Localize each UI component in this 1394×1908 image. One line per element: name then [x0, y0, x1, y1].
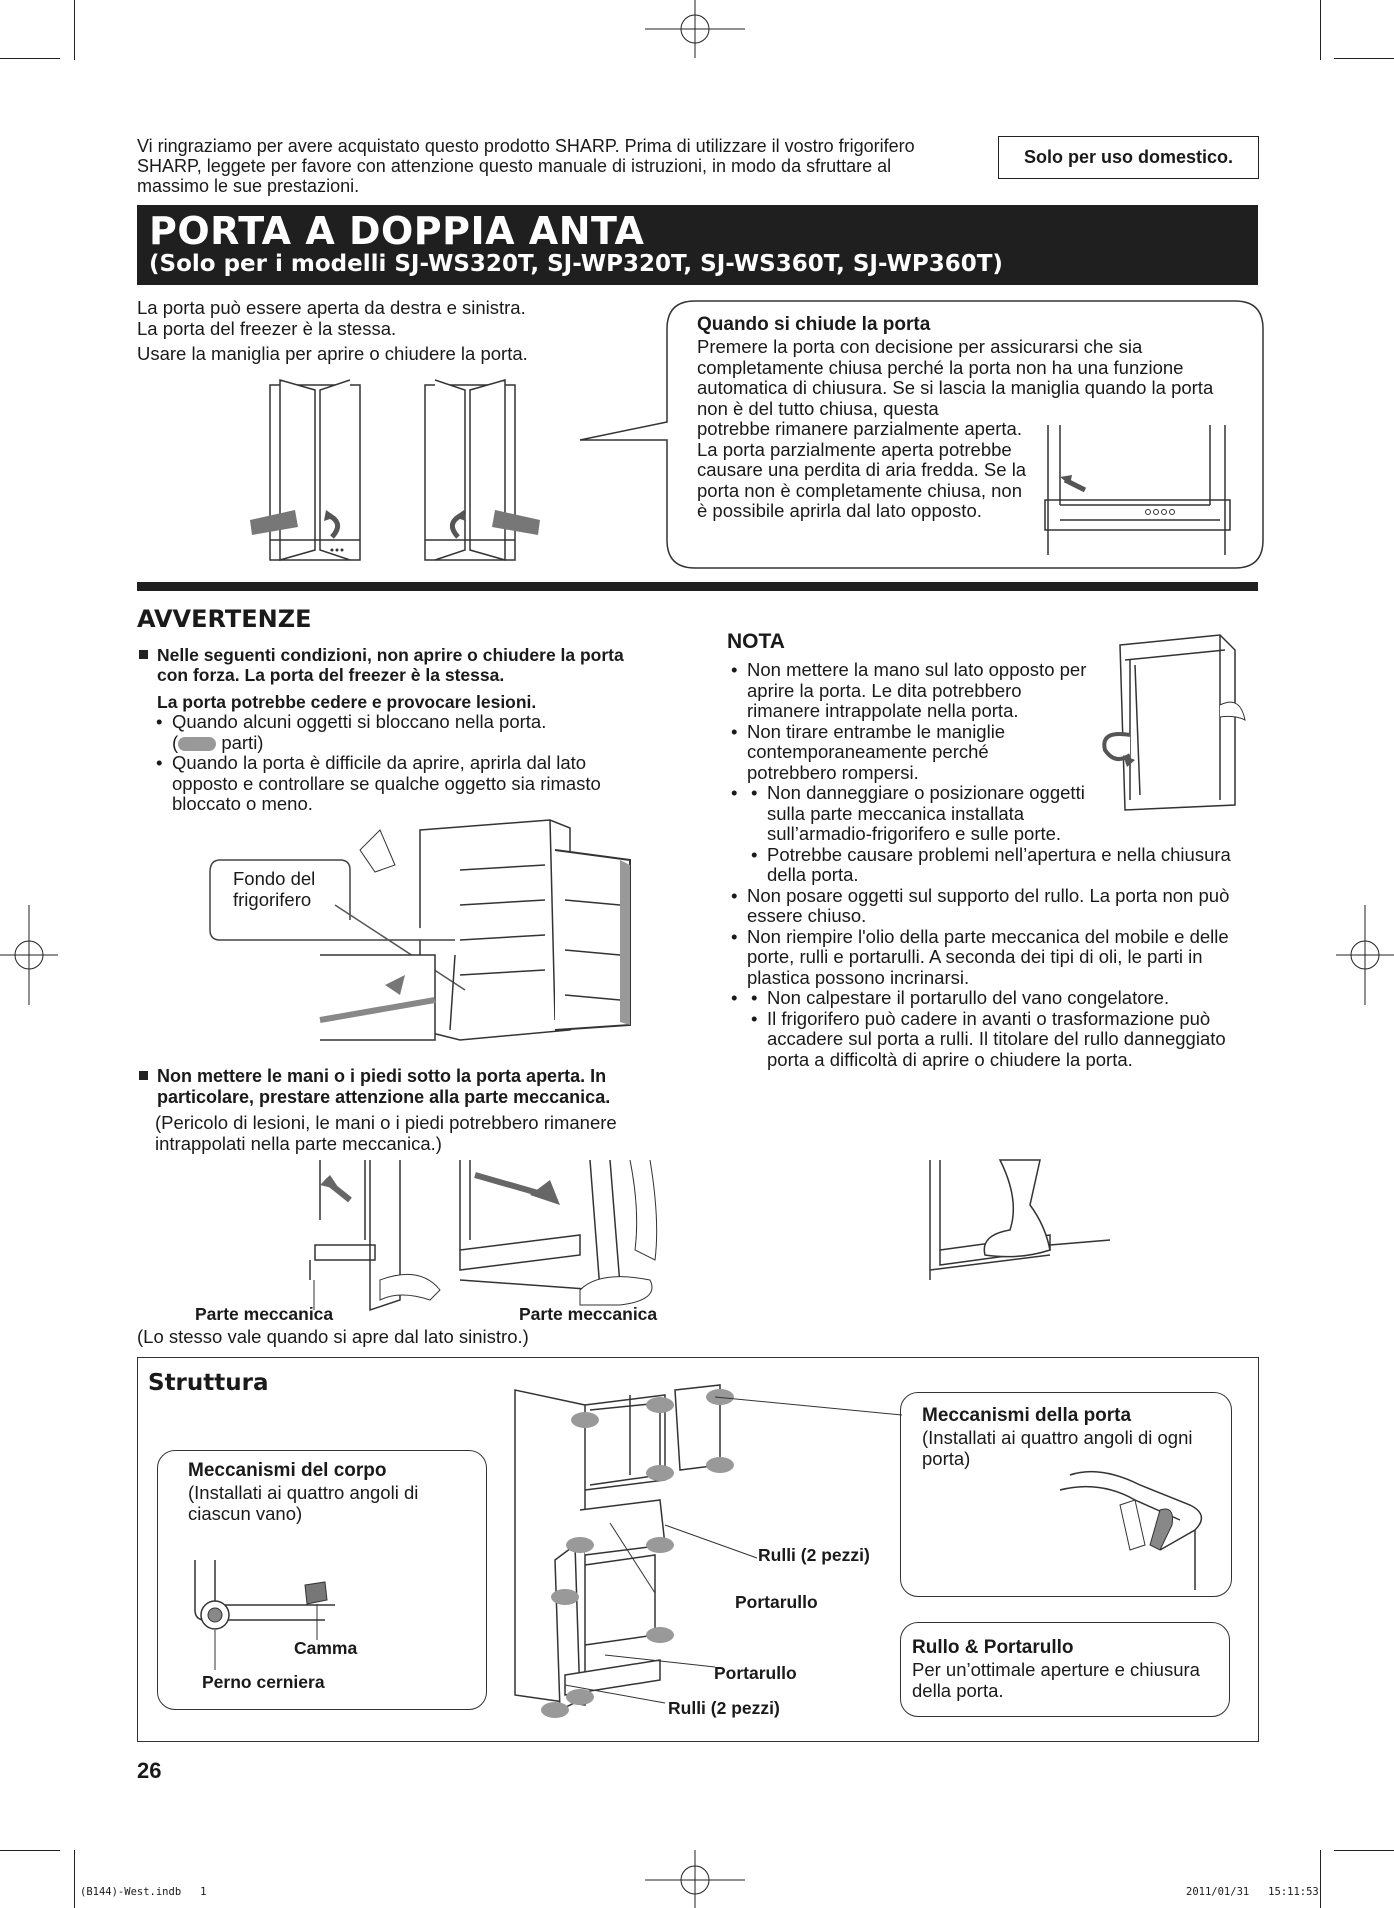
nota-item-4: • Non posare oggetti sul supporto del rullo. La porta non può essere chiuso. — [727, 886, 1262, 927]
same-side-note: (Lo stesso vale quando si apre dal lato sinistro.) — [137, 1326, 529, 1347]
closing-title: Quando si chiude la porta — [697, 314, 931, 335]
portarullo-label-2: Portarullo — [714, 1663, 797, 1683]
banner-title: PORTA A DOPPIA ANTA — [149, 209, 645, 253]
nota-item-6-extra: • Il frigorifero può cadere in avanti o trasformazione può accadere sul porta a rulli. Il titolare del rullo danneggiato porta a difficoltà di aprire o chiudere la porta. — [747, 1009, 1262, 1071]
warning-item-2-text: (Pericolo di lesioni, le mani o i piedi potrebbero rimanere intrappolati nella parte meccanica.) — [155, 1112, 617, 1154]
warnings-title: AVVERTENZE — [137, 605, 312, 633]
struttura-title: Struttura — [148, 1370, 269, 1396]
corpo-title: Meccanismi del corpo — [188, 1460, 387, 1481]
registration-mark-right — [1334, 905, 1394, 1005]
parte-meccanica-label-1: Parte meccanica — [195, 1304, 334, 1324]
banner-subtitle: (Solo per i modelli SJ-WS320T, SJ-WP320T, SJ-WS360T, SJ-WP360T) — [149, 251, 1003, 277]
perno-label: Perno cerniera — [202, 1672, 325, 1692]
warning-item-1 — [137, 645, 657, 815]
parte-meccanica-label-2: Parte meccanica — [519, 1304, 658, 1324]
warning-item-2 — [137, 1066, 657, 1154]
door-mechanism-illustration — [1060, 1465, 1220, 1590]
nota-item-2: • Non tirare entrambe le maniglie contemporaneamente perché potrebbero rompersi. — [727, 722, 1047, 784]
corpo-text: (Installati ai quattro angoli di ciascun vano) — [188, 1482, 419, 1524]
door-intro — [137, 298, 567, 365]
footer-left: (B144)-West.indb 1 — [80, 1886, 207, 1898]
nota-item-6-main: • • Non calpestare il portarullo del vano congelatore. — [747, 988, 1262, 1009]
parts-swatch — [178, 737, 216, 751]
door-intro-line2: La porta del freezer è la stessa. — [137, 317, 397, 339]
nota-item-6 — [727, 988, 1262, 1070]
rulli-label-2: Rulli (2 pezzi) — [668, 1698, 780, 1718]
warning-item-1-bold: Nelle seguenti condizioni, non aprire o chiudere la porta con forza. La porta del freezer è la stessa. — [137, 645, 657, 685]
footer-right: 2011/01/31 15:11:53 — [1186, 1886, 1319, 1898]
step-on-roller-illustration — [900, 1160, 1120, 1280]
hand-on-door-illustration — [1095, 635, 1250, 810]
nota-item-5: • Non riempire l'olio della parte meccanica del mobile e delle porte, rulli e portarulli. A seconda dei tipi di oli, le parti in plastica possono incrinarsi. — [727, 927, 1262, 989]
portarullo-label-1: Portarullo — [735, 1592, 818, 1612]
door-opening-illustration — [240, 375, 560, 570]
porta-text: (Installati ai quattro angoli di ogni porta) — [922, 1427, 1193, 1469]
nota-item-1: • Non mettere la mano sul lato opposto per aprire la porta. Le dita potrebbero rimanere intrappolate nella porta. — [727, 660, 1087, 722]
warning-item-1-bullet-1: • Quando alcuni oggetti si bloccano nella porta. ( parti) — [152, 712, 657, 753]
registration-mark-bottom — [645, 1850, 745, 1908]
warning-item-2-bold: Non mettere le mani o i piedi sotto la porta aperta. In particolare, prestare attenzione alla parte meccanica. — [137, 1066, 657, 1108]
warning-item-1-bullet-2: • Quando la porta è difficile da aprire, aprirla dal lato opposto e controllare se qualche oggetto sia rimasto bloccato o meno. — [152, 753, 657, 815]
closing-text-wide: Premere la porta con decisione per assicurarsi che sia completamente chiusa perché la porta non ha una funzione automatica di chiusura. Se si lascia la maniglia quando la porta non è del tutto chiusa, questa — [697, 336, 1214, 419]
registration-mark-left — [0, 905, 60, 1005]
section-divider — [137, 582, 1258, 591]
fondo-label: Fondo del frigorifero — [233, 868, 316, 910]
nota-item-3-extra: • Potrebbe causare problemi nell’apertura e nella chiusura della porta. — [747, 845, 1262, 886]
camma-label: Camma — [294, 1638, 358, 1658]
bullet-1-parts: parti) — [221, 731, 264, 753]
fridge-interior-illustration — [210, 810, 680, 1050]
porta-title: Meccanismi della porta — [922, 1405, 1132, 1426]
mechanical-parts-illustration — [310, 1160, 680, 1310]
section-banner — [137, 205, 1258, 285]
warning-item-1-sub: La porta potrebbe cedere e provocare lesioni. — [157, 692, 537, 712]
page-number: 26 — [137, 1758, 162, 1783]
nota-item-3-main: • • Non danneggiare o posizionare oggetti sulla parte meccanica installata sull’armadio-frigorifero e sulle porte. — [747, 783, 1092, 845]
bullet-1-text: Quando alcuni oggetti si bloccano nella porta. — [172, 711, 547, 732]
rulli-label-1: Rulli (2 pezzi) — [758, 1545, 870, 1565]
rullo-title: Rullo & Portarullo — [912, 1637, 1074, 1658]
rullo-text: Per un’ottimale aperture e chiusura della porta. — [912, 1659, 1200, 1701]
intro-paragraph: Vi ringraziamo per avere acquistato questo prodotto SHARP. Prima di utilizzare il vostro frigorifero SHARP, leggete per favore con attenzione questo manuale di istruzioni, in modo da sfruttare al massimo le sue prestazioni. — [137, 136, 915, 196]
closing-illustration — [1040, 425, 1240, 560]
registration-mark-top — [645, 0, 745, 60]
warning-item-1-bullets — [137, 712, 657, 815]
nota-title: NOTA — [727, 630, 785, 653]
closing-text-narrow: potrebbe rimanere parzialmente aperta. La porta parzialmente aperta potrebbe causare una perdita di aria fredda. Se la porta non è completamente chiusa, non è possibile aprirla dal lato opposto. — [697, 418, 1027, 521]
domestic-use-box: Solo per uso domestico. — [998, 136, 1259, 179]
door-intro-line1: La porta può essere aperta da destra e sinistra. — [137, 297, 526, 318]
door-intro-line3: Usare la maniglia per aprire o chiudere la porta. — [137, 343, 528, 364]
